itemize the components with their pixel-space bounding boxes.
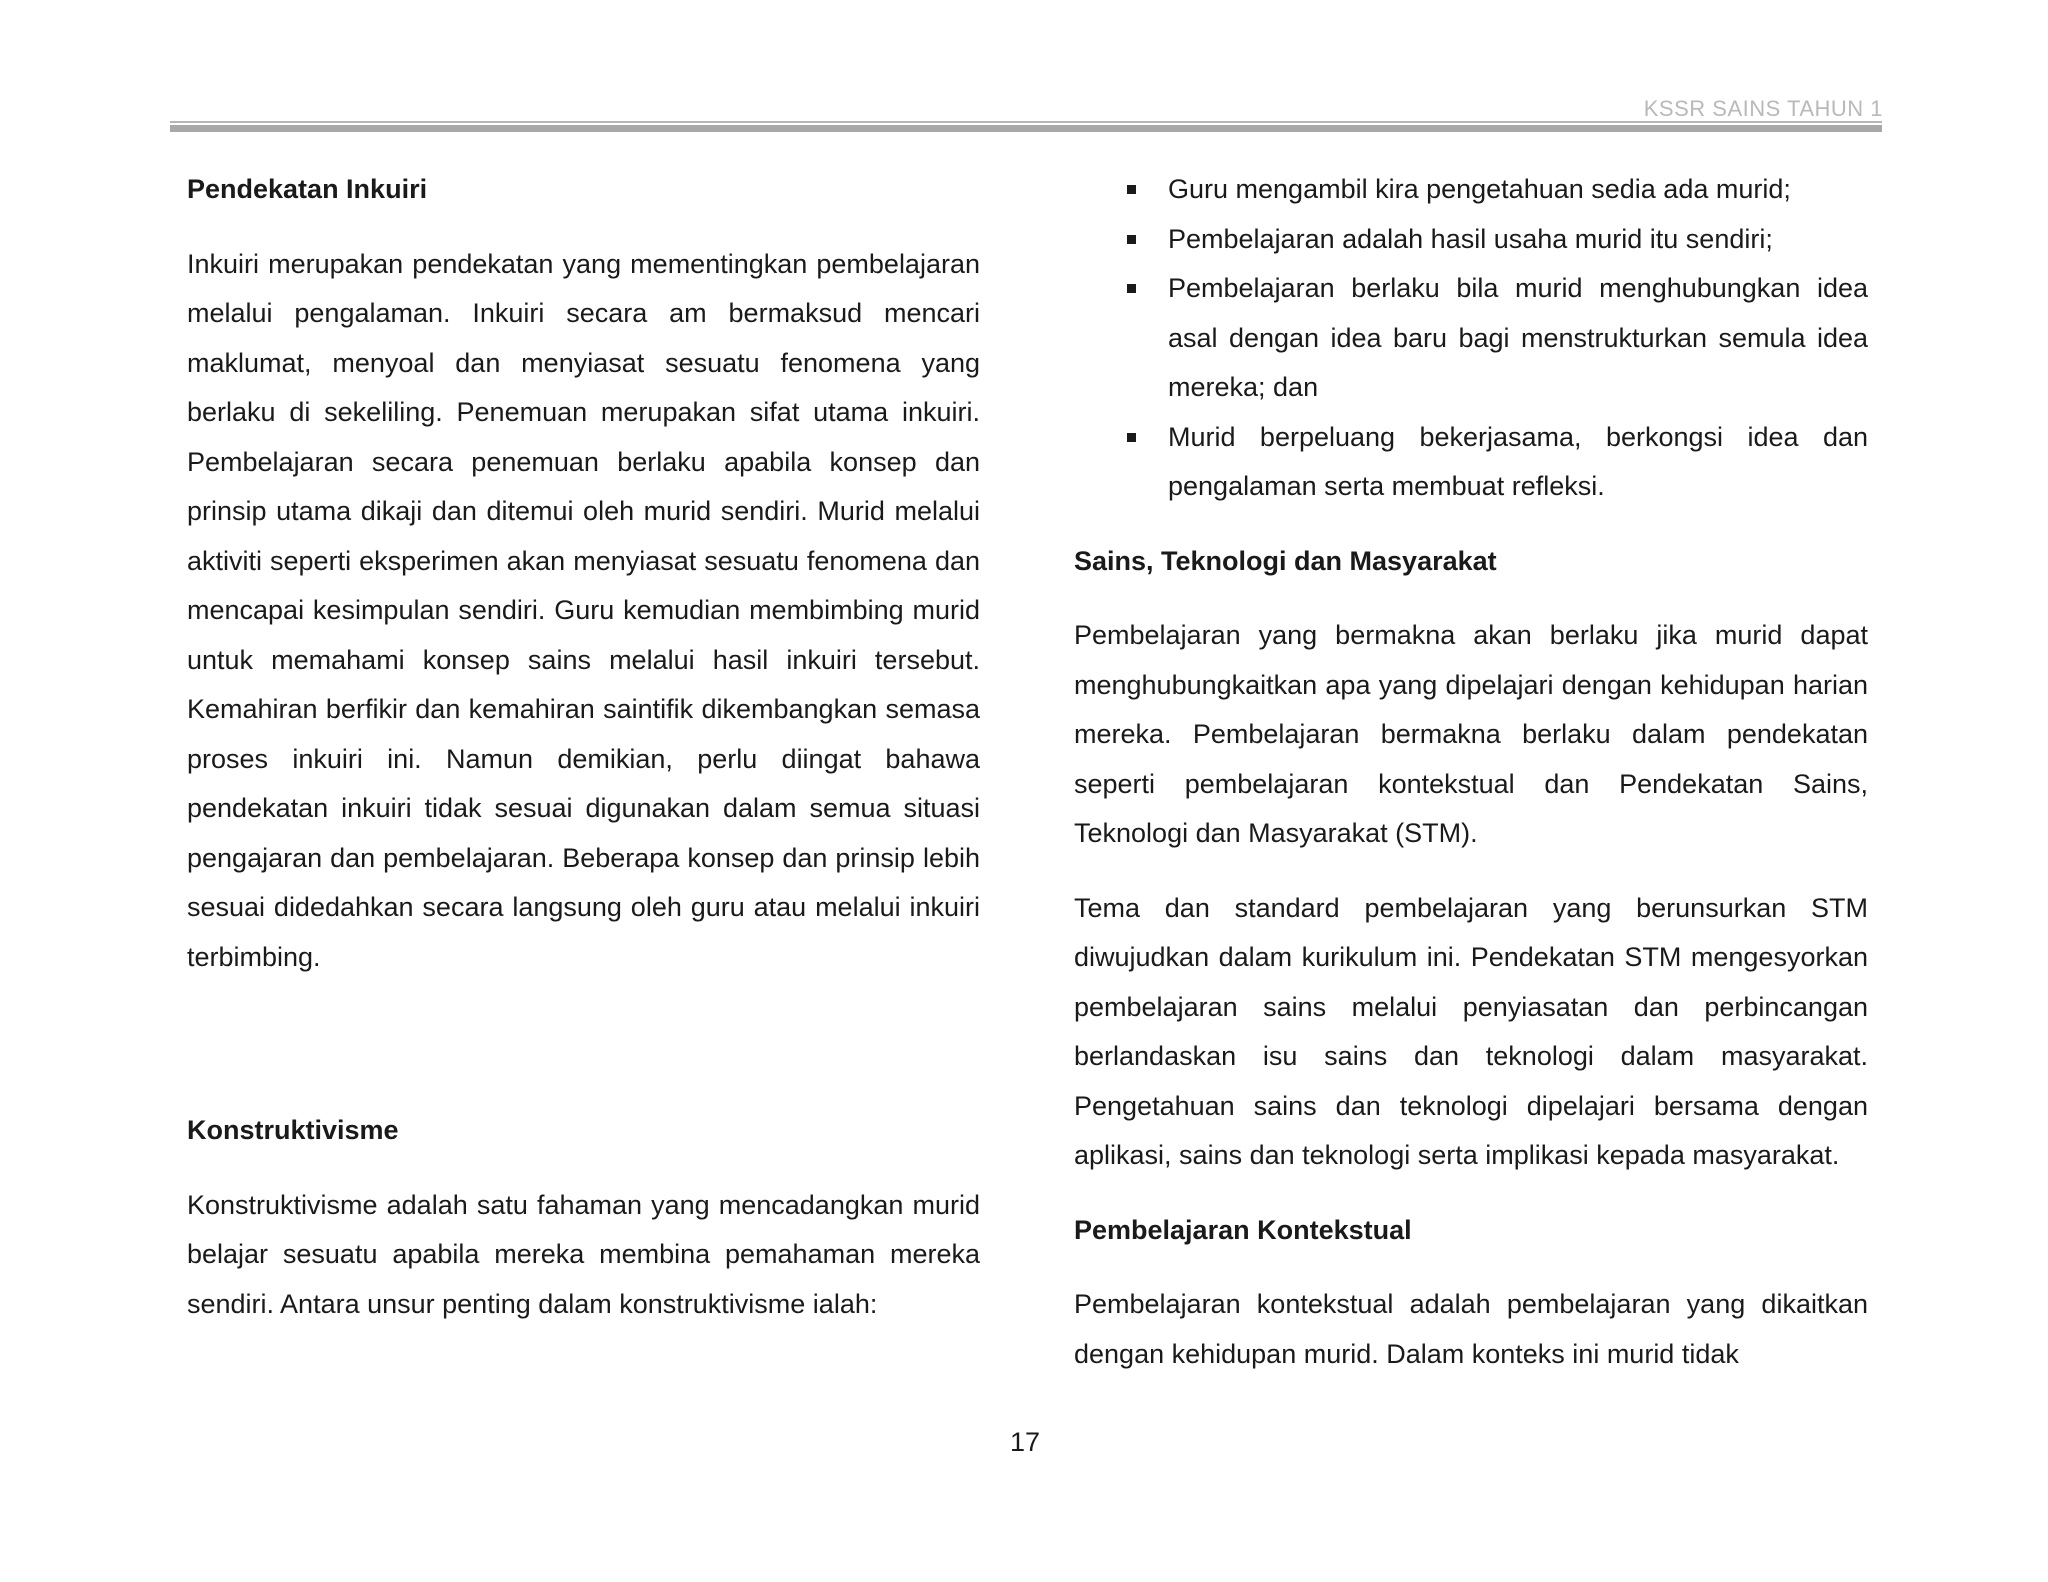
list-item: [1074, 215, 1868, 265]
spacer: [1074, 586, 1868, 611]
paragraph-kontekstual: Pembelajaran kontekstual adalah pembelajaran yang dikaitkan dengan kehidupan murid. Dalam konteks ini murid tidak: [1074, 1289, 1868, 1369]
spacer: [1074, 859, 1868, 884]
list-item-text: Murid berpeluang bekerjasama, berkongsi idea dan pengalaman serta membuat refleksi.: [1168, 421, 1868, 501]
header-rule-thin: [170, 121, 1882, 123]
konstruktivisme-bullet-list: [1074, 165, 1868, 512]
header-rule-thick: [170, 125, 1882, 132]
list-item: [1074, 413, 1868, 512]
square-bullet-icon: [1127, 185, 1136, 194]
heading-pendekatan-inkuiri: Pendekatan Inkuiri: [187, 174, 428, 204]
spacer: [1074, 1255, 1868, 1280]
list-item-text: Pembelajaran berlaku bila murid menghubungkan idea asal dengan idea baru bagi menstrukturkan semula idea mereka; dan: [1168, 273, 1868, 402]
list-item-text: Pembelajaran adalah hasil usaha murid itu sendiri;: [1168, 223, 1773, 254]
list-item: [1074, 264, 1868, 413]
square-bullet-icon: [1127, 235, 1136, 244]
spacer: [187, 982, 980, 1106]
page-number: 17: [1010, 1427, 1041, 1457]
square-bullet-icon: [1127, 433, 1136, 442]
paragraph-inkuiri: Inkuiri merupakan pendekatan yang mementingkan pembelajaran melalui pengalaman. Inkuiri secara am bermaksud mencari maklumat, menyoal dan menyiasat sesuatu fenomena yang berlaku di sekeliling. Penemuan merupakan sifat utama inkuiri. Pembelajaran secara penemuan berlaku apabila konsep dan prinsip utama dikaji dan ditemui oleh murid sendiri. Murid melalui aktiviti seperti eksperimen akan menyiasat sesuatu fenomena dan mencapai kesimpulan sendiri. Guru kemudian membimbing murid untuk memahami konsep sains melalui hasil inkuiri tersebut. Kemahiran berfikir dan kemahiran saintifik dikembangkan semasa proses inkuiri ini. Namun demikian, perlu diingat bahawa pendekatan inkuiri tidak sesuai digunakan dalam semua situasi pengajaran dan pembelajaran. Beberapa konsep dan prinsip lebih sesuai didedahkan secara langsung oleh guru atau melalui inkuiri terbimbing.: [187, 248, 980, 972]
running-header-title: KSSR SAINS TAHUN 1: [1643, 96, 1883, 121]
heading-pembelajaran-kontekstual: Pembelajaran Kontekstual: [1074, 1214, 1412, 1245]
paragraph-konstruktivisme: Konstruktivisme adalah satu fahaman yang mencadangkan murid belajar sesuatu apabila mereka membina pemahaman mereka sendiri. Antara unsur penting dalam konstruktivisme ialah:: [187, 1189, 980, 1319]
list-item: [1074, 165, 1868, 215]
spacer: [1074, 512, 1868, 537]
right-column: [1074, 165, 1868, 1379]
spacer: [187, 215, 980, 240]
heading-konstruktivisme: Konstruktivisme: [187, 1115, 399, 1145]
left-column: [187, 165, 980, 1329]
spacer: [187, 1156, 980, 1181]
spacer: [1074, 1181, 1868, 1206]
paragraph-stm-2: Tema dan standard pembelajaran yang berunsurkan STM diwujudkan dalam kurikulum ini. Pendekatan STM mengesyorkan pembelajaran sains melalui penyiasatan dan perbincangan berlandaskan isu sains dan teknologi dalam masyarakat. Pengetahuan sains dan teknologi dipelajari bersama dengan aplikasi, sains dan teknologi serta implikasi kepada masyarakat.: [1074, 892, 1868, 1170]
paragraph-stm-1: Pembelajaran yang bermakna akan berlaku jika murid dapat menghubungkaitkan apa yang dipelajari dengan kehidupan harian mereka. Pembelajaran bermakna berlaku dalam pendekatan seperti pembelajaran kontekstual dan Pendekatan Sains, Teknologi dan Masyarakat (STM).: [1074, 620, 1868, 848]
square-bullet-icon: [1127, 284, 1136, 293]
list-item-text: Guru mengambil kira pengetahuan sedia ada murid;: [1168, 174, 1791, 204]
heading-sains-teknologi-masyarakat: Sains, Teknologi dan Masyarakat: [1074, 545, 1497, 576]
